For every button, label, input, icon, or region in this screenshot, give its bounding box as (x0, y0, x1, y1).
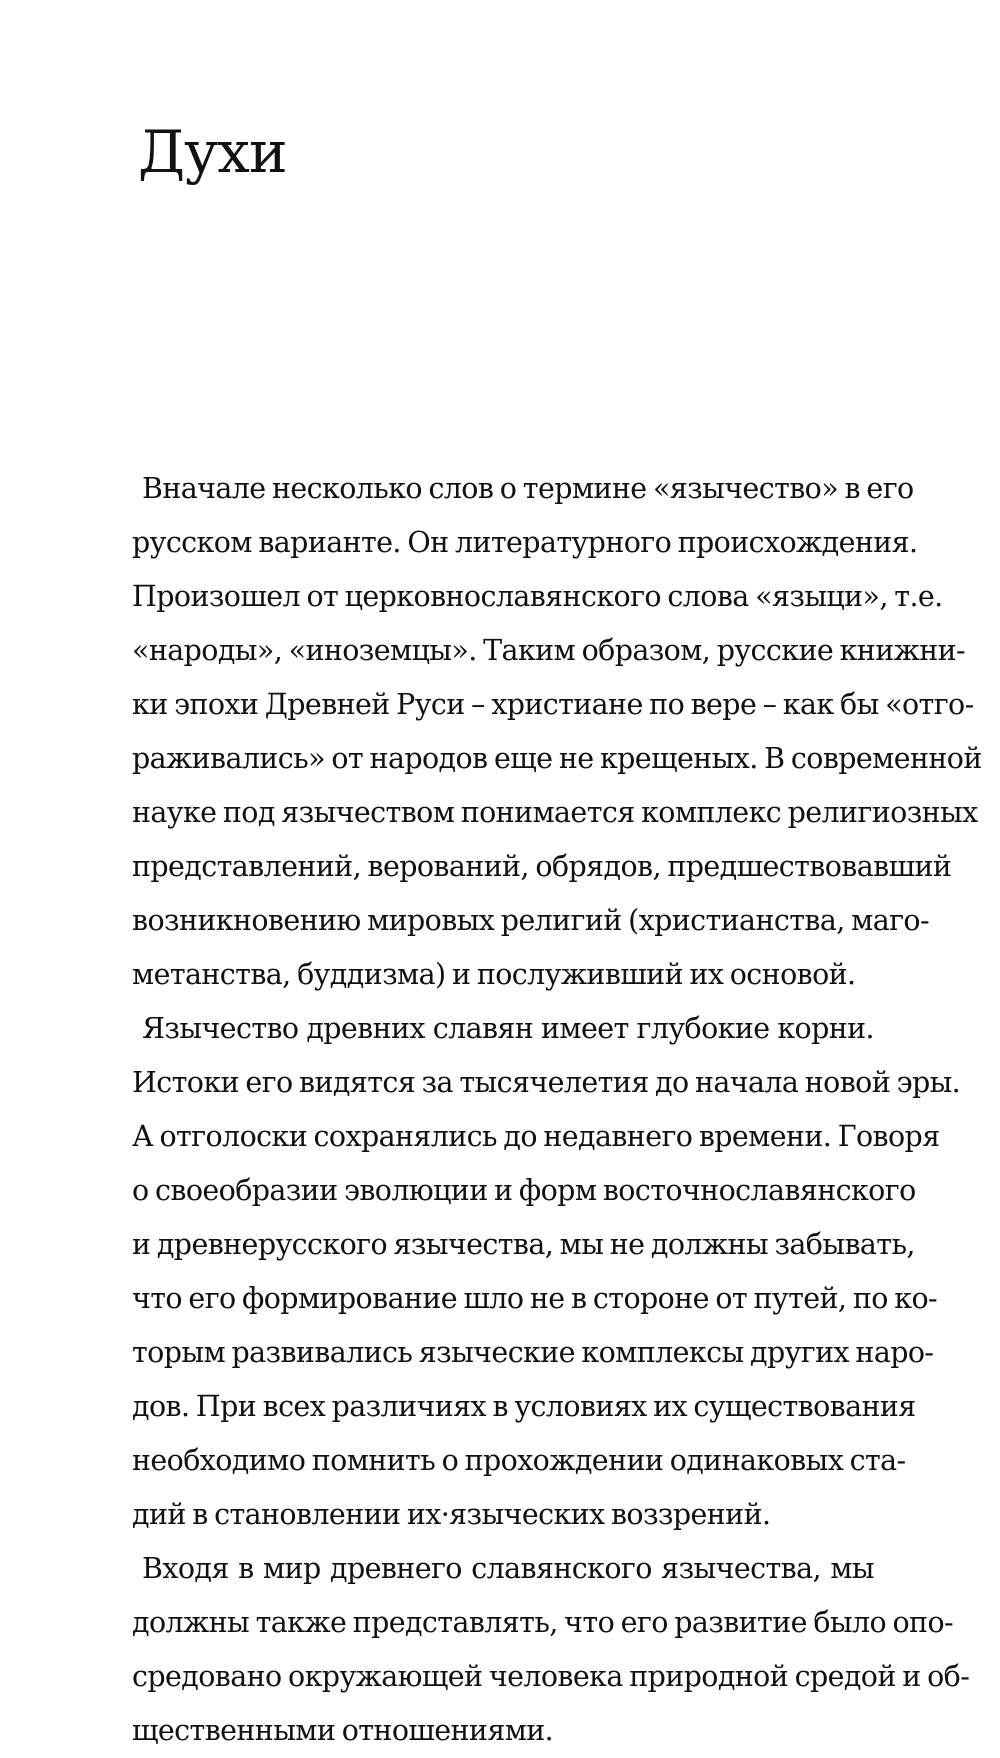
text-line: ки эпохи Древней Руси – христиане по вере – как бы «отго- (132, 688, 974, 721)
paragraph-3 (132, 1542, 970, 1758)
text-line: торым развивались языческие комплексы других наро- (132, 1336, 934, 1369)
text-line: о своеобразии эволюции и форм восточнославянского (132, 1174, 916, 1207)
text-line: что его формирование шло не в стороне от путей, по ко- (132, 1282, 938, 1315)
text-line: Произошел от церковнославянского слова «языци», т.е. (132, 580, 943, 613)
text-line: Язычество древних славян имеет глубокие корни. (142, 1012, 874, 1045)
paragraph-1 (132, 462, 982, 1002)
chapter-title: Духи (138, 118, 287, 186)
text-line: науке под язычеством понимается комплекс религиозных (132, 796, 978, 829)
text-line: русском варианте. Он литературного происхождения. (132, 526, 918, 559)
text-line: должны также представлять, что его развитие было опо- (132, 1606, 954, 1639)
text-line: Входя в мир древнего славянского язычества, мы (142, 1552, 874, 1585)
text-line: возникновению мировых религий (христианства, маго- (132, 904, 930, 937)
text-line: представлений, верований, обрядов, предшествовавший (132, 850, 952, 883)
text-line: щественными отношениями. (132, 1714, 554, 1747)
text-line: «народы», «иноземцы». Таким образом, русские книжни- (132, 634, 966, 667)
paragraph-2 (132, 1002, 961, 1542)
text-line: дов. При всех различиях в условиях их существования (132, 1390, 916, 1423)
text-line: и древнерусского язычества, мы не должны забывать, (132, 1228, 915, 1261)
text-line: дий в становлении их·языческих воззрений. (132, 1498, 771, 1531)
text-line: необходимо помнить о прохождении одинаковых ста- (132, 1444, 906, 1477)
text-line: метанства, буддизма) и послуживший их основой. (132, 958, 856, 991)
text-line: Истоки его видятся за тысячелетия до начала новой эры. (132, 1066, 961, 1099)
text-line: средовано окружающей человека природной средой и об- (132, 1660, 970, 1693)
text-line: раживались» от народов еще не крещеных. В современной (132, 742, 982, 775)
text-line: Вначале несколько слов о термине «язычество» в его (142, 472, 914, 505)
body-text (132, 462, 982, 1758)
text-line: А отголоски сохранялись до недавнего времени. Говоря (132, 1120, 940, 1153)
